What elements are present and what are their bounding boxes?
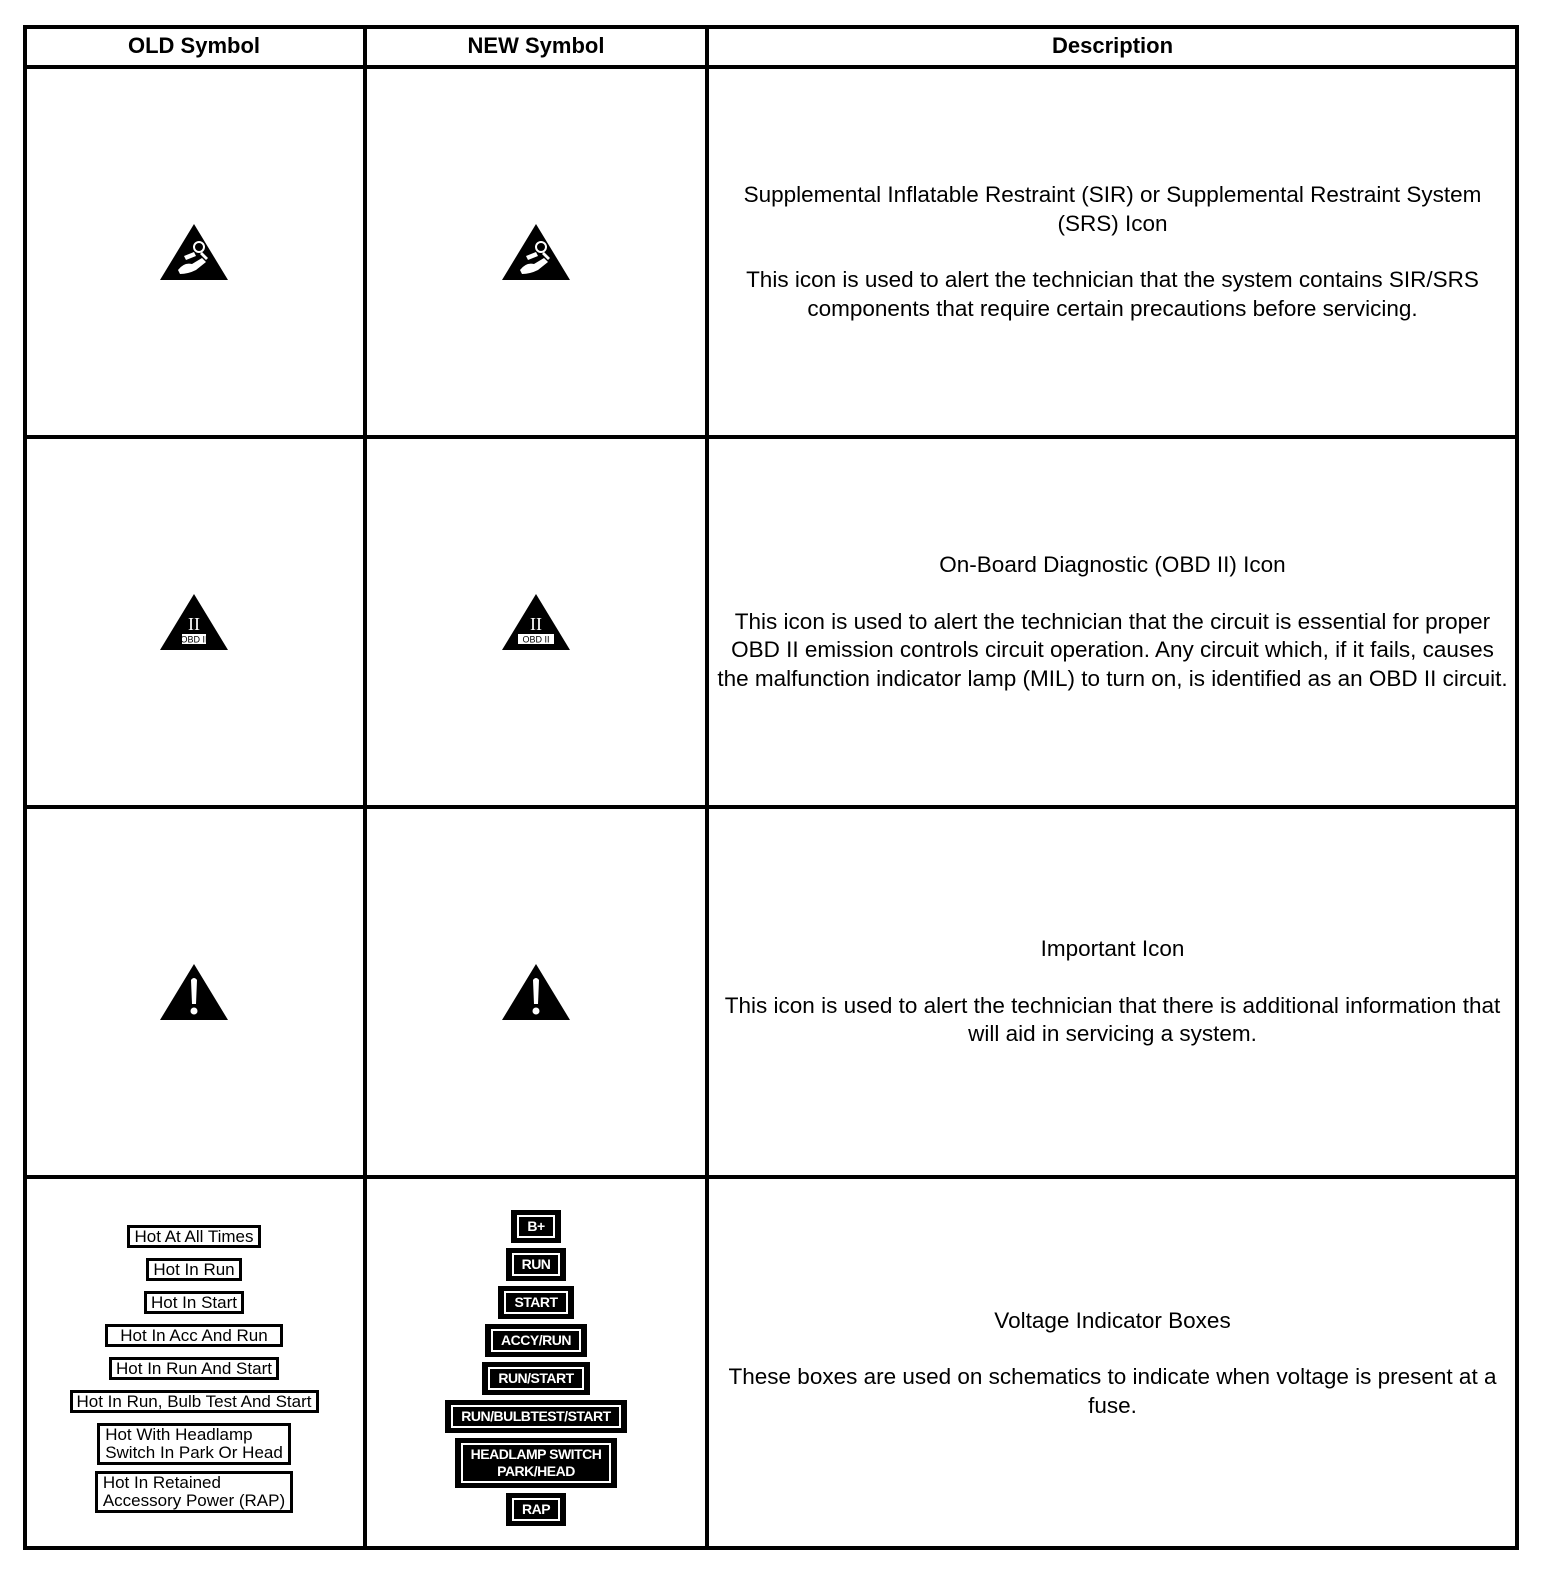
table-column-divider bbox=[363, 25, 367, 1550]
obd-label: OBD II bbox=[522, 634, 550, 645]
table-border-left bbox=[23, 25, 27, 1550]
new-voltage-box bbox=[498, 1286, 573, 1319]
new-voltage-box-label: START bbox=[504, 1291, 567, 1314]
old-voltage-box bbox=[95, 1471, 293, 1513]
old-voltage-box-line: Hot In Retained bbox=[102, 1472, 221, 1492]
sir-srs-icon bbox=[158, 222, 230, 282]
old-voltage-box: Hot In Run And Start bbox=[109, 1357, 279, 1380]
old-symbol-cell bbox=[23, 437, 365, 807]
new-voltage-box-label: B+ bbox=[517, 1215, 554, 1238]
old-symbol-cell bbox=[23, 807, 365, 1177]
old-voltage-box-line: Hot With Headlamp bbox=[105, 1424, 253, 1444]
old-voltage-box: Hot In Start bbox=[144, 1291, 244, 1314]
description-title: On-Board Diagnostic (OBD II) Icon bbox=[939, 552, 1286, 577]
new-voltage-box-line: HEADLAMP SWITCH bbox=[470, 1445, 602, 1462]
important-icon bbox=[500, 962, 572, 1022]
sir-srs-icon bbox=[500, 222, 572, 282]
old-voltage-box bbox=[97, 1423, 291, 1465]
description-text: This icon is used to alert the technician that the circuit is essential for proper OBD II emission controls circuit operation. Any circuit which, if it fails, causes the malfunction indicator lamp (MIL) to turn on, is identified as an OBD II circuit. bbox=[717, 608, 1508, 691]
header-old-symbol: OLD Symbol bbox=[127, 33, 260, 58]
new-voltage-box bbox=[485, 1324, 587, 1357]
obd-ii-icon bbox=[158, 592, 230, 652]
table-border-bottom bbox=[23, 1546, 1519, 1550]
description-text: These boxes are used on schematics to indicate when voltage is present at a fuse. bbox=[728, 1364, 1497, 1418]
new-voltage-box-line: PARK/HEAD bbox=[497, 1462, 575, 1479]
old-symbol-cell bbox=[23, 67, 365, 437]
table-column-divider bbox=[705, 25, 709, 1550]
new-voltage-box-label: RAP bbox=[512, 1498, 560, 1521]
table-divider bbox=[23, 1175, 1519, 1179]
obd-roman-numeral: II bbox=[188, 614, 200, 634]
new-voltage-box-label: RUN bbox=[512, 1253, 561, 1276]
obd-ii-icon bbox=[500, 592, 572, 652]
obd-roman-numeral: II bbox=[530, 614, 542, 634]
obd-label: OBD II bbox=[180, 634, 208, 645]
new-symbol-cell bbox=[365, 807, 707, 1177]
description-cell bbox=[707, 1177, 1518, 1550]
description-title: Important Icon bbox=[1040, 936, 1185, 962]
description-cell bbox=[707, 67, 1518, 437]
table-border-top bbox=[23, 25, 1519, 29]
description-text: This icon is used to alert the technician that the system contains SIR/SRS components that require certain precautions before servicing. bbox=[746, 267, 1479, 321]
old-voltage-box: Hot In Run bbox=[146, 1258, 241, 1281]
description-title: Voltage Indicator Boxes bbox=[994, 1307, 1231, 1333]
header-description: Description bbox=[1051, 33, 1174, 58]
new-voltage-box-label bbox=[461, 1443, 612, 1483]
table-divider bbox=[23, 435, 1519, 439]
description-text: This icon is used to alert the technician that there is additional information that will aid in servicing a system. bbox=[724, 992, 1501, 1047]
table-divider bbox=[23, 805, 1519, 809]
new-voltage-box bbox=[506, 1248, 567, 1281]
new-voltage-box bbox=[511, 1210, 560, 1243]
new-voltage-boxes bbox=[445, 1210, 626, 1526]
new-symbol-cell bbox=[365, 67, 707, 437]
new-voltage-box bbox=[506, 1493, 566, 1526]
old-voltage-box: Hot In Run, Bulb Test And Start bbox=[70, 1390, 319, 1413]
old-voltage-box: Hot In Acc And Run bbox=[105, 1324, 282, 1347]
new-voltage-box bbox=[445, 1400, 626, 1433]
old-voltage-boxes bbox=[70, 1225, 319, 1513]
new-voltage-box-label: RUN/BULBTEST/START bbox=[451, 1405, 620, 1428]
new-voltage-box-label: ACCY/RUN bbox=[491, 1329, 581, 1352]
important-icon bbox=[158, 962, 230, 1022]
old-voltage-box-line: Accessory Power (RAP) bbox=[102, 1490, 286, 1510]
description-cell bbox=[707, 437, 1518, 807]
table-divider bbox=[23, 65, 1519, 69]
header-new-symbol: NEW Symbol bbox=[467, 33, 605, 58]
new-voltage-box bbox=[482, 1362, 589, 1395]
table-border-right bbox=[1515, 25, 1519, 1550]
old-voltage-box-line: Switch In Park Or Head bbox=[105, 1442, 283, 1462]
new-voltage-box bbox=[455, 1438, 618, 1488]
old-voltage-box: Hot At All Times bbox=[127, 1225, 260, 1248]
new-symbol-cell bbox=[365, 1177, 707, 1550]
new-voltage-box-label: RUN/START bbox=[488, 1367, 583, 1390]
old-symbol-cell bbox=[23, 1177, 365, 1550]
new-symbol-cell bbox=[365, 437, 707, 807]
description-cell bbox=[707, 807, 1518, 1177]
description-title: Supplemental Inflatable Restraint (SIR) or Supplemental Restraint System (SRS) Icon bbox=[743, 182, 1482, 236]
